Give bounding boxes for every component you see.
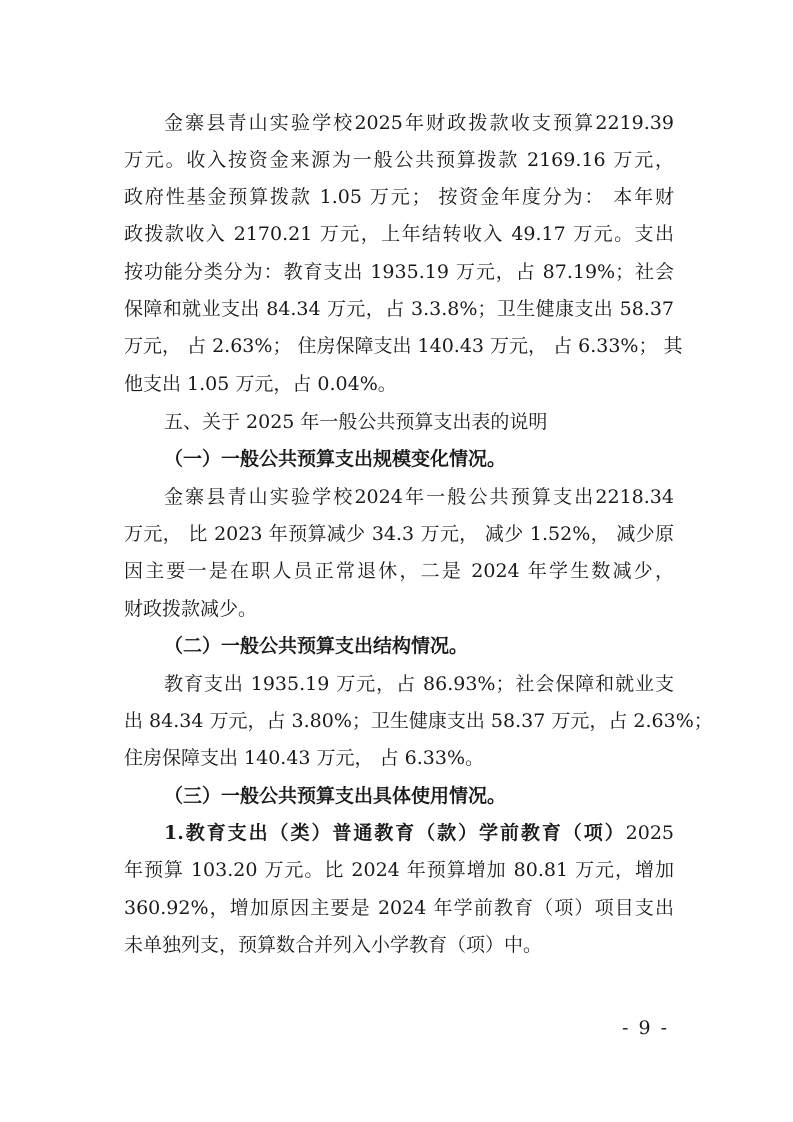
paragraph-line: 按功能分类分为：教育支出 1935.19 万元，占 87.19%；社会 [124, 261, 674, 283]
item-year: 2025 [625, 822, 674, 844]
paragraph-line: 政府性基金预算拨款 1.05 万元； 按资金年度分为： 本年财 [124, 186, 674, 208]
paragraph-line: 万元， 比 2023 年预算减少 34.3 万元， 减少 1.52%， 减少原 [124, 523, 674, 545]
subsection-heading: （二）一般公共预算支出结构情况。 [164, 635, 469, 657]
item-title: 1.教育支出（类）普通教育（款）学前教育（项） [164, 822, 626, 844]
paragraph-line: 教育支出 1935.19 万元，占 86.93%；社会保障和就业支 [164, 673, 674, 695]
paragraph-line: 金寨县青山实验学校2025年财政拨款收支预算2219.39 [164, 112, 674, 134]
paragraph-line [164, 821, 674, 845]
paragraph-line: 保障和就业支出 84.34 万元，占 3.3.8%；卫生健康支出 58.37 [124, 298, 674, 320]
paragraph-line: 年预算 103.20 万元。比 2024 年预算增加 80.81 万元，增加 [124, 859, 674, 881]
paragraph-line: 出 84.34 万元，占 3.80%；卫生健康支出 58.37 万元，占 2.63%； [124, 710, 713, 732]
subsection-heading: （三）一般公共预算支出具体使用情况。 [164, 785, 507, 807]
paragraph-line: 360.92%，增加原因主要是 2024 年学前教育（项）项目支出 [124, 897, 674, 919]
section-heading: 五、关于 2025 年一般公共预算支出表的说明 [164, 411, 548, 433]
paragraph-line: 财政拨款减少。 [124, 598, 258, 620]
paragraph-line: 政拨款收入 2170.21 万元，上年结转收入 49.17 万元。支出 [124, 223, 674, 245]
subsection-heading: （一）一般公共预算支出规模变化情况。 [164, 448, 507, 470]
paragraph-line: 万元， 占 2.63%； 住房保障支出 140.43 万元， 占 6.33%； 其 [124, 335, 683, 357]
paragraph-line: 万元。收入按资金来源为一般公共预算拨款 2169.16 万元， [124, 149, 674, 171]
paragraph-line: 住房保障支出 140.43 万元， 占 6.33%。 [124, 747, 484, 769]
paragraph-line: 金寨县青山实验学校2024年一般公共预算支出2218.34 [164, 486, 674, 508]
paragraph-line: 未单独列支，预算数合并列入小学教育（项）中。 [124, 934, 543, 956]
page-number: - 9 - [622, 1017, 670, 1039]
paragraph-line: 因主要一是在职人员正常退休，二是 2024 年学生数减少， [124, 560, 674, 582]
paragraph-line: 他支出 1.05 万元，占 0.04%。 [124, 373, 397, 395]
